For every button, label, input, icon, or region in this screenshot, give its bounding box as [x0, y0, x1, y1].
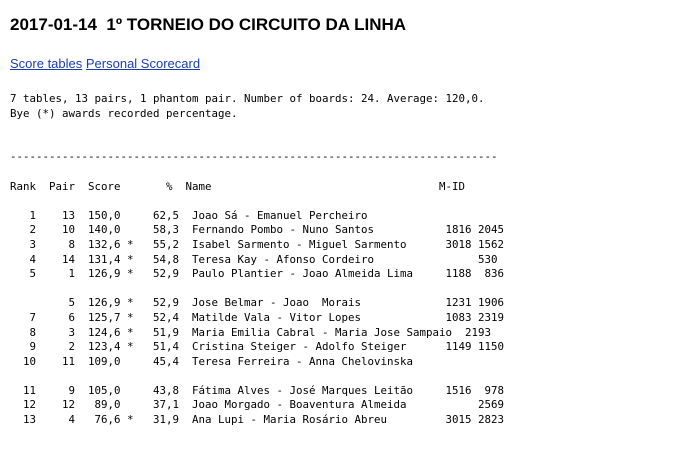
blank-line — [10, 121, 504, 136]
table-row: 5 126,9 * 52,9 Jose Belmar - Joao Morais 1231 1906 — [10, 296, 505, 310]
table-row: 7 6 125,7 * 52,4 Matilde Vala - Vitor Lopes 1083 2319 — [10, 310, 505, 324]
table-row — [10, 369, 504, 384]
blank-line — [10, 165, 504, 180]
table-row: 2 10 140,0 58,3 Fernando Pombo - Nuno Santos 1816 2045 — [10, 223, 505, 237]
score-tables-link[interactable]: Score tables — [10, 56, 83, 71]
table-row: 10 11 109,0 45,4 Teresa Ferreira - Anna Chelovinska — [10, 354, 414, 368]
table-row: 12 12 89,0 37,1 Joao Morgado - Boaventura Almeida 2569 — [10, 398, 505, 412]
table-row: 13 4 76,6 * 31,9 Ana Lupi - Maria Rosário Abreu 3015 2823 — [10, 413, 505, 427]
nav-links — [10, 56, 200, 72]
table-row: 8 3 124,6 * 51,9 Maria Emilia Cabral - Maria Jose Sampaio 2193 — [10, 325, 492, 339]
table-row: 3 8 132,6 * 55,2 Isabel Sarmento - Miguel Sarmento 3018 1562 — [10, 237, 505, 251]
summary-line: Bye (*) awards recorded percentage. — [10, 106, 238, 120]
results-report — [10, 92, 504, 428]
table-row — [10, 194, 504, 209]
table-row: 1 13 150,0 62,5 Joao Sá - Emanuel Percheiro — [10, 208, 368, 222]
table-row: 11 9 105,0 43,8 Fátima Alves - José Marques Leitão 1516 978 — [10, 383, 505, 397]
table-row — [10, 282, 504, 297]
table-row: 9 2 123,4 * 51,4 Cristina Steiger - Adolfo Steiger 1149 1150 — [10, 340, 505, 354]
personal-scorecard-link[interactable]: Personal Scorecard — [85, 56, 201, 71]
summary-line: 7 tables, 13 pairs, 1 phantom pair. Number of boards: 24. Average: 120,0. — [10, 92, 485, 105]
table-row: 4 14 131,4 * 54,8 Teresa Kay - Afonso Cordeiro 530 — [10, 252, 498, 266]
blank-line — [10, 136, 504, 151]
separator-line: --------------------------------------------------------------------------- — [10, 150, 498, 164]
table-header: Rank Pair Score % Name M-ID — [10, 179, 466, 193]
table-row: 5 1 126,9 * 52,9 Paulo Plantier - Joao Almeida Lima 1188 836 — [10, 267, 505, 281]
page-title: 2017-01-14 1º TORNEIO DO CIRCUITO DA LINHA — [10, 15, 407, 34]
